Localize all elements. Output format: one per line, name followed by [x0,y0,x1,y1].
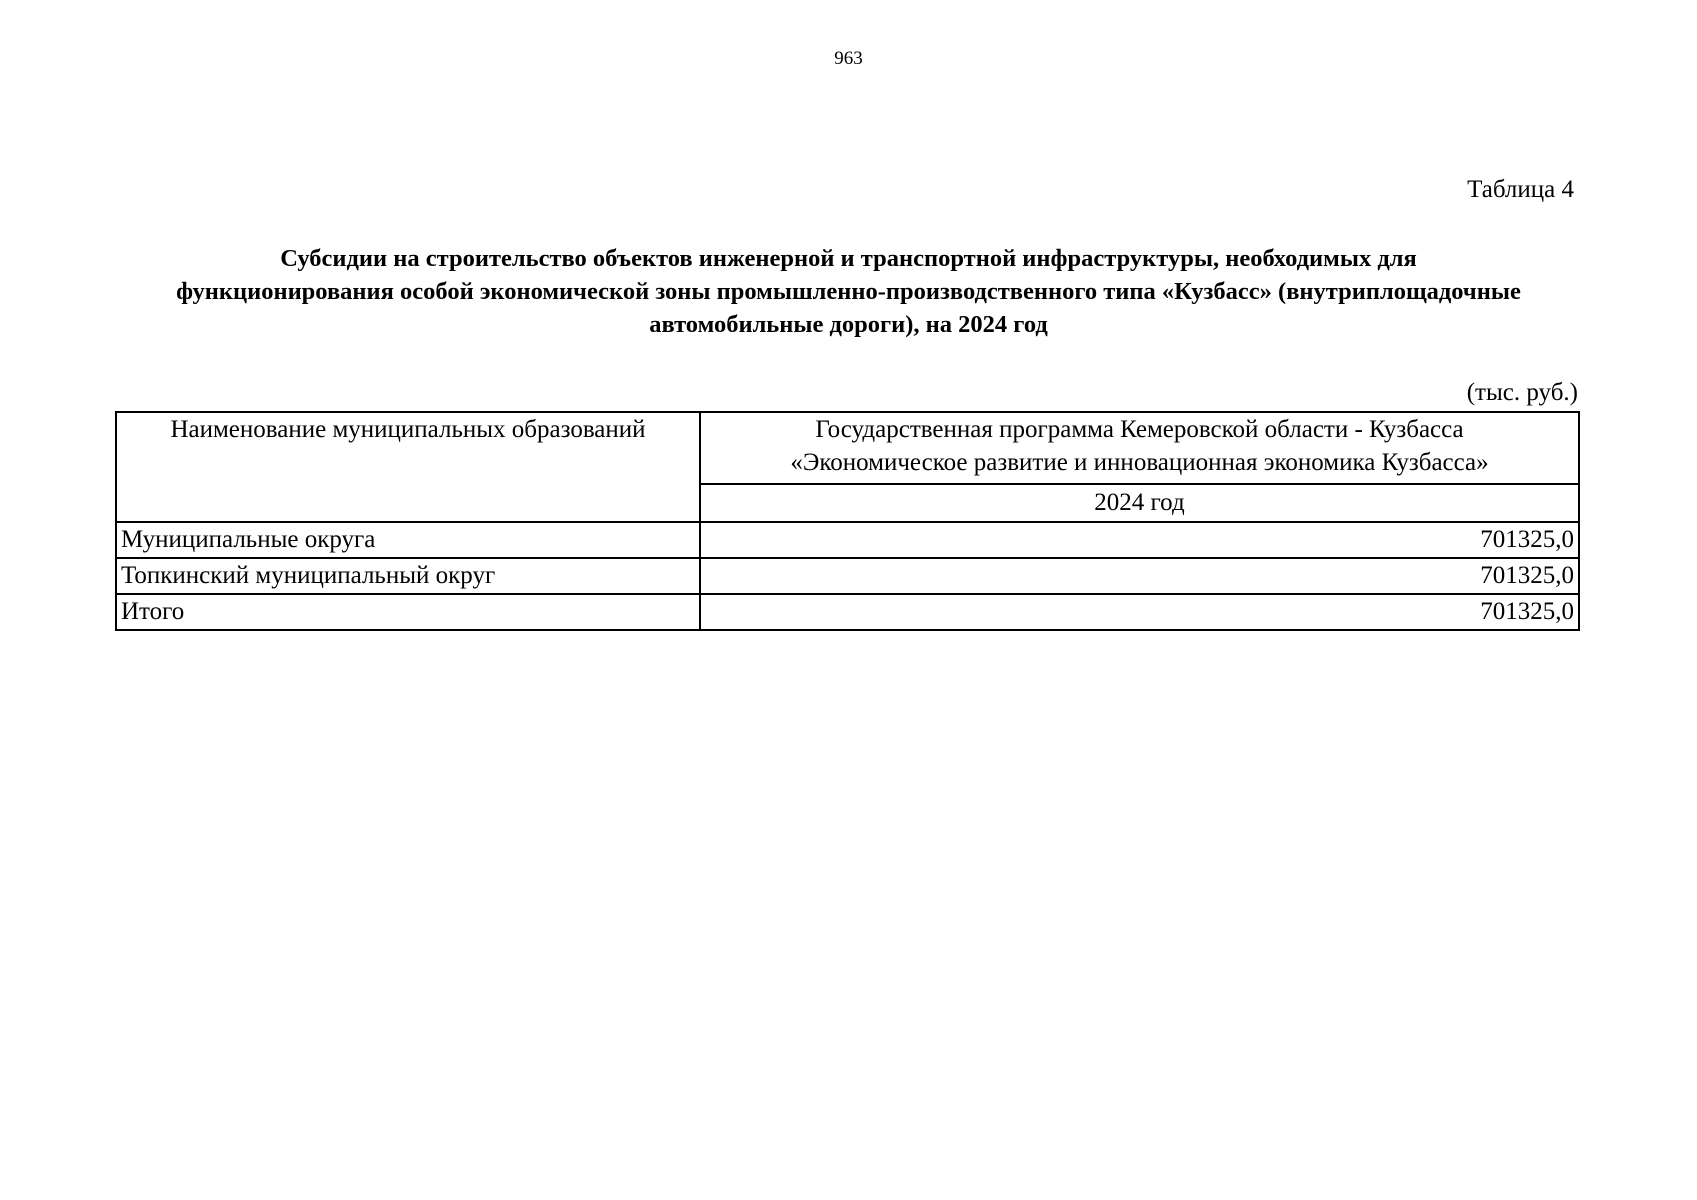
table-row [116,558,1579,594]
header-municipality-name: Наименование муниципальных образований [116,412,700,522]
units-label: (тыс. руб.) [1466,379,1578,406]
table-row [116,522,1579,558]
header-program-line-1: Государственная программа Кемеровской области - Кузбасса [815,416,1464,443]
row-name-topki-district: Топкинский муниципальный округ [116,558,700,594]
header-program-line-2: «Экономическое развитие и инновационная экономика Кузбасса» [790,449,1489,476]
header-program [700,412,1579,484]
table-header-row [116,412,1579,484]
title-line-3: автомобильные дороги), на 2024 год [649,311,1048,338]
row-name-total: Итого [116,594,700,630]
title-line-1: Субсидии на строительство объектов инженерной и транспортной инфраструктуры, необходимых для [280,245,1417,272]
document-title [110,242,1587,341]
title-line-2: функционирования особой экономической зоны промышленно-производственного типа «Кузбасс» (внутриплощадочные [176,278,1521,305]
subsidy-table [115,411,1580,631]
row-value-municipal-districts: 701325,0 [700,522,1579,558]
row-name-municipal-districts: Муниципальные округа [116,522,700,558]
row-value-topki-district: 701325,0 [700,558,1579,594]
table-label: Таблица 4 [1467,176,1574,203]
header-year: 2024 год [700,484,1579,522]
row-value-total: 701325,0 [700,594,1579,630]
page-number: 963 [834,48,863,69]
table-row [116,594,1579,630]
